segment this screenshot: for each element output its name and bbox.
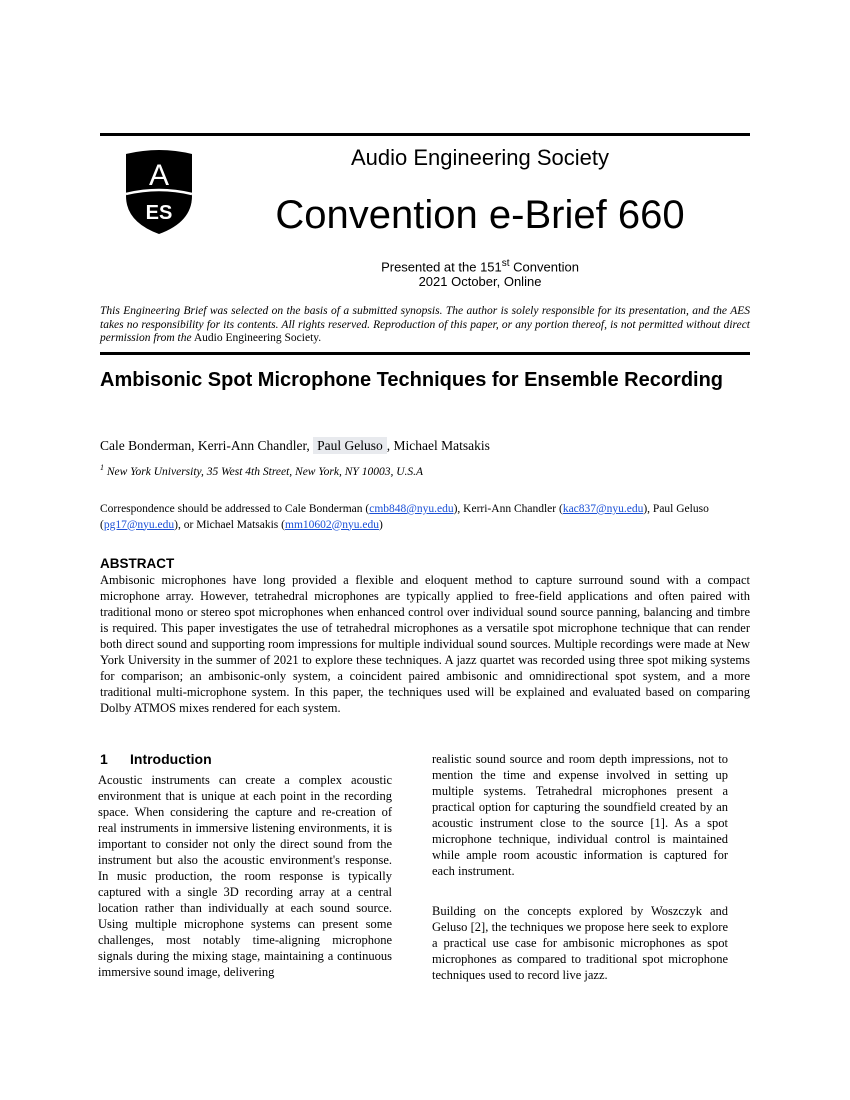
abstract-body: Ambisonic microphones have long provided a flexible and eloquent method to capture surround sound with a compact microphone array. However, tetrahedral microphones are typically applied to free-field applications and often paired with traditional mono or stereo spot microphones when enhanced control over individual sound source panning, balancing and timbre is required. This paper investigates the use of tetrahedral microphones as a versatile spot microphone technique that can render both direct sound and supporting room impressions for multiple individual sound sources. Multiple recordings were made at New York University in the summer of 2021 to explore these techniques. A jazz quartet was recorded using three spot miking systems for comparison; an ambisonic-only system, a coincident paired ambisonic and omnidirectional spot system, and a more traditional multi-microphone system. In this paper, the techniques used will be explained and evaluated based on comparing Dolby ATMOS mixes rendered for each system. (100, 573, 750, 715)
section-title: Introduction (130, 751, 212, 767)
logo-letters-es: ES (145, 202, 173, 224)
aes-logo (122, 148, 196, 234)
corr-text-5: ) (378, 518, 383, 531)
corr-text-4: ), or Michael Matsakis ( (174, 518, 285, 531)
presented-prefix: Presented at the 151 (381, 259, 502, 275)
corr-text-3: ), Paul Geluso ( (100, 503, 709, 531)
abstract-heading: ABSTRACT (100, 556, 175, 571)
disclaimer-italic: This Engineering Brief was selected on the basis of a submitted synopsis. The author is solely responsible for its presentation, and the AES takes no responsibility for its contents. All rights reserved. Reproduction of this paper, or any portion thereof, is not permitted without direct permission from the (100, 305, 750, 344)
intro-paragraph-right-1: realistic sound source and room depth impressions, not to mention the time and expense involved in setting up multiple systems. Tetrahedral microphones present a practical option for capturing the soundfield created by an acoustic instrument close to the source [1]. As a spot microphone technique, individual control is maintained while ample room acoustic information is captured for each instrument. (432, 752, 728, 878)
affiliation-sup: 1 (100, 463, 104, 472)
section-number: 1 (100, 751, 108, 767)
logo-letter-a: A (148, 159, 170, 192)
presented-at (300, 256, 660, 289)
corr-text-2: ), Kerri-Ann Chandler ( (453, 503, 563, 515)
convention-title: Convention e-Brief 660 (275, 193, 685, 237)
presented-suffix: Convention (509, 259, 579, 275)
email-link-bonderman[interactable]: cmb848@nyu.edu (369, 503, 454, 515)
email-link-matsakis[interactable]: mm10602@nyu.edu (285, 518, 379, 531)
authors-part-b: , Michael Matsakis (386, 438, 490, 453)
disclaimer-roman: Audio Engineering Society. (191, 332, 322, 344)
section-heading-introduction (100, 751, 212, 767)
header-bottom-rule (100, 352, 750, 355)
email-link-chandler[interactable]: kac837@nyu.edu (562, 503, 644, 515)
convention-date: 2021 October, Online (418, 274, 542, 290)
authors-part-a: Cale Bonderman, Kerri-Ann Chandler, (100, 438, 314, 453)
author-highlight[interactable]: Paul Geluso (313, 437, 387, 454)
affiliation-text: New York University, 35 West 4th Street, New York, NY 10003, U.S.A (104, 465, 424, 478)
corr-text-1: Correspondence should be addressed to Cale Bonderman ( (100, 503, 370, 515)
header-top-rule (100, 133, 750, 136)
intro-paragraph-left: Acoustic instruments can create a complex acoustic environment that is unique at each point in the recording space. When considering the capture and re-creation of real instruments in immersive listening environments, it is important to consider not only the direct sound from the instrument but also the acoustic environment's response. In music production, the room response is typically captured with a single 3D recording array at a central location rather than individually at each sound source. Using multiple microphone systems can present some challenges, most notably time-aligning microphone signals during the mixing stage, maintaining a continuous immersive sound image, delivering (98, 773, 392, 979)
disclaimer (100, 305, 750, 346)
presented-sup: st (501, 258, 510, 269)
correspondence (100, 502, 740, 533)
author-list (100, 438, 490, 454)
organization-name: Audio Engineering Society (350, 145, 610, 170)
intro-paragraph-right-2: Building on the concepts explored by Woszczyk and Geluso [2], the techniques we propose here seek to explore a practical use case for ambisonic microphones as spot microphones as compared to traditional spot microphone techniques used to record live jazz. (432, 904, 728, 982)
email-link-geluso[interactable]: pg17@nyu.edu (103, 518, 175, 531)
paper-title: Ambisonic Spot Microphone Techniques for Ensemble Recording (100, 369, 724, 391)
affiliation (100, 463, 423, 478)
